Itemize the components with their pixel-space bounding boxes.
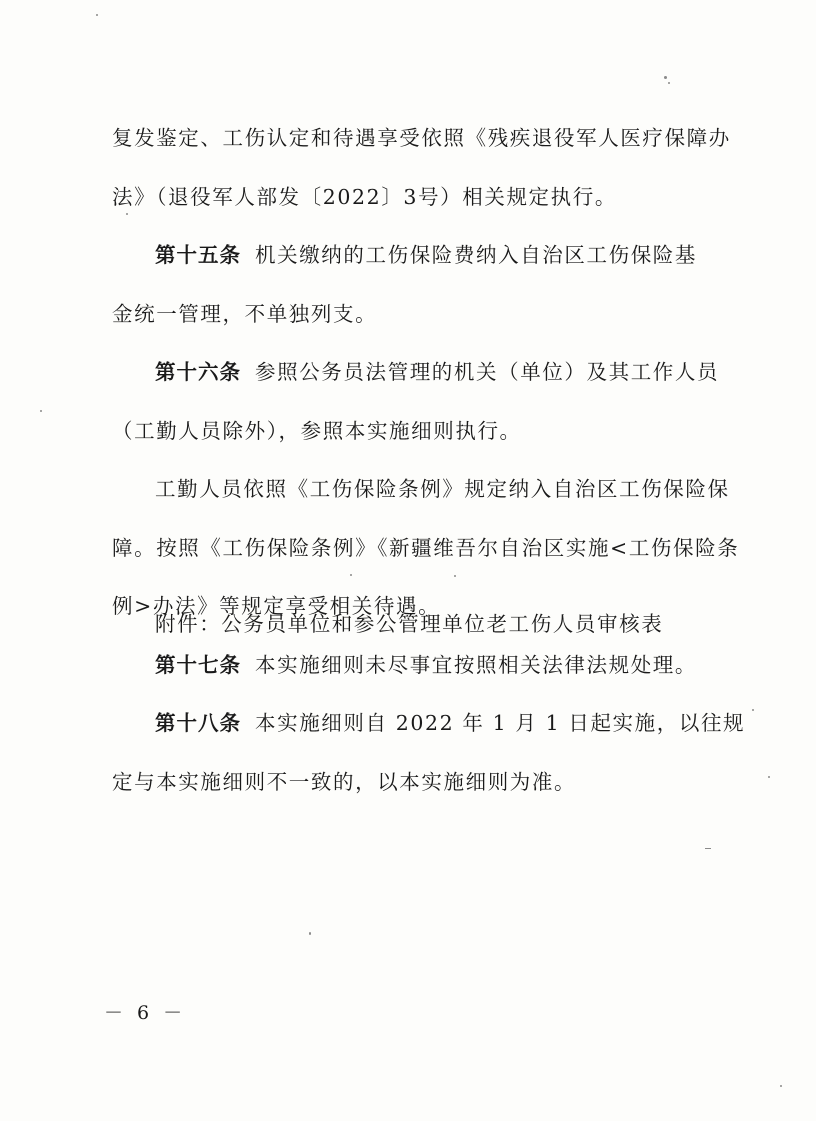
scan-speck [126, 213, 128, 215]
article-text: 机关缴纳的工伤保险费纳入自治区工伤保险基 [255, 243, 697, 267]
article-heading: 第十七条 [155, 652, 241, 677]
scan-speck [454, 575, 456, 577]
scan-speck [96, 14, 98, 16]
article-text: 本实施细则自 2022 年 1 月 1 日起实施，以往规 [255, 711, 746, 735]
article-text: 参照公务员法管理的机关（单位）及其工作人员 [255, 360, 720, 384]
attachment-line: 附件：公务员单位和参公管理单位老工伤人员审核表 [155, 612, 664, 636]
article-heading: 第十五条 [155, 243, 241, 267]
article-heading: 第十八条 [155, 711, 241, 735]
scan-speck [752, 709, 754, 711]
body-line: 工勤人员依照《工伤保险条例》规定纳入自治区工伤保险保 [155, 477, 730, 501]
body-line: （工勤人员除外），参照本实施细则执行。 [112, 418, 522, 443]
scan-speck [768, 776, 770, 778]
scan-speck [664, 76, 667, 79]
body-line: 障。按照《工伤保险条例》《新疆维吾尔自治区实施<工伤保险条 [112, 535, 740, 560]
body-line: 法》（退役军人部发〔2022〕3号）相关规定执行。 [112, 184, 617, 209]
article-16 [112, 360, 720, 384]
scan-speck [309, 932, 311, 935]
scan-speck [40, 410, 42, 412]
scan-speck [705, 848, 711, 849]
body-line: 定与本实施细则不一致的，以本实施细则为准。 [112, 769, 577, 794]
scan-speck [350, 574, 352, 576]
document-body [112, 126, 746, 830]
scan-speck [780, 1085, 782, 1087]
scan-speck [668, 82, 670, 84]
article-heading: 第十六条 [155, 360, 241, 384]
article-17 [112, 652, 712, 677]
body-line: 例>办法》等规定享受相关待遇。 [112, 594, 441, 618]
article-text: 本实施细则未尽事宜按照相关法律法规处理。 [255, 652, 697, 677]
article-18 [112, 711, 746, 735]
body-line: 金统一管理，不单独列支。 [112, 301, 378, 326]
body-line: 复发鉴定、工伤认定和待遇享受依照《残疾退役军人医疗保障办 [112, 126, 731, 150]
article-15 [112, 245, 712, 265]
page-number: － 6 － [104, 1002, 187, 1024]
